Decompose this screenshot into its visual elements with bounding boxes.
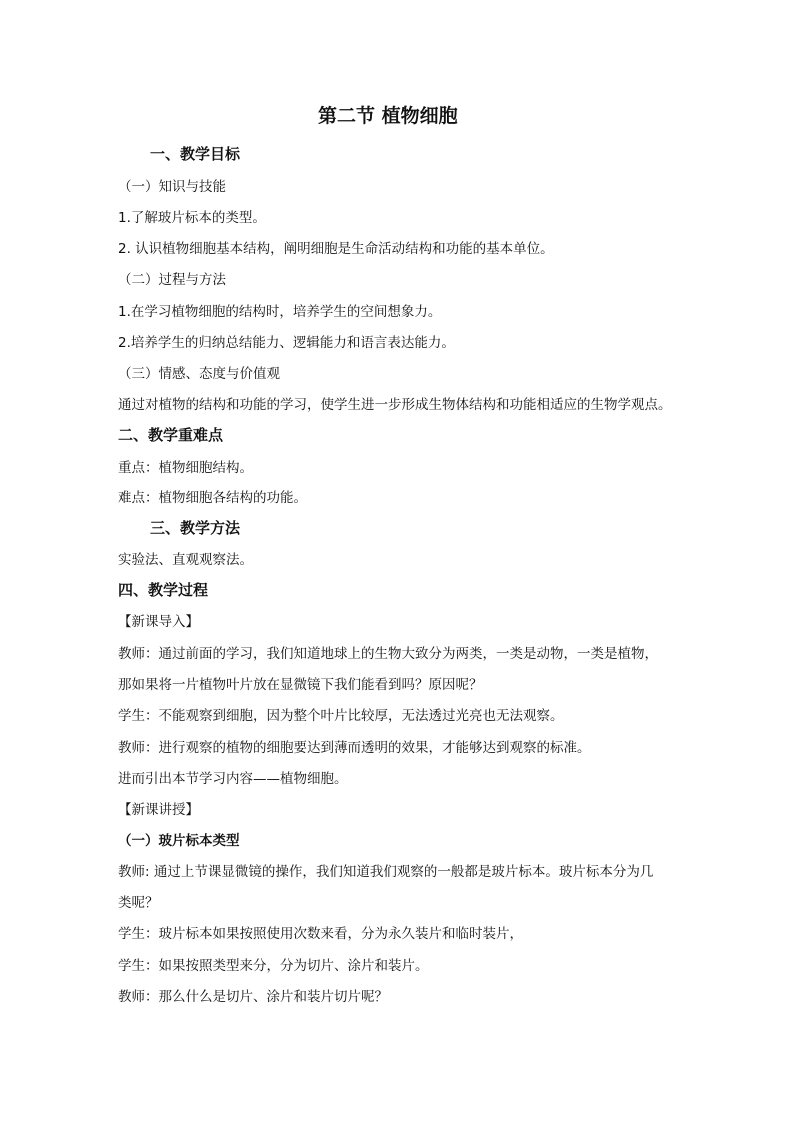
paragraph: 实验法、直观观察法。	[118, 552, 253, 568]
subheading-knowledge-skills: （一）知识与技能	[118, 179, 226, 195]
paragraph: 教师：那么什么是切片、涂片和装片切片呢？	[118, 989, 388, 1005]
paragraph: 教师: 通过上节课显微镜的操作，我们知道我们观察的一般都是玻片标本。玻片标本分为几	[118, 864, 654, 880]
paragraph: 1.在学习植物细胞的结构时，培养学生的空间想象力。	[118, 304, 442, 320]
paragraph: 1.了解玻片标本的类型。	[118, 210, 266, 226]
page-title: 第二节 植物细胞	[318, 105, 458, 127]
paragraph: 类呢？	[118, 895, 159, 911]
paragraph: 进而引出本节学习内容——植物细胞。	[118, 771, 348, 787]
paragraph: 重点：植物细胞结构。	[118, 460, 253, 476]
paragraph: 学生：如果按照类型来分，分为切片、涂片和装片。	[118, 958, 429, 974]
heading-teaching-goals: 一、教学目标	[150, 145, 241, 163]
section-label: 【新课讲授】	[118, 802, 199, 818]
paragraph: 那如果将一片植物叶片放在显微镜下我们能看到吗？原因呢？	[118, 677, 483, 693]
subheading-process-methods: （二）过程与方法	[118, 272, 226, 288]
subheading-emotion-values: （三）情感、态度与价值观	[118, 366, 280, 382]
paragraph: 教师：进行观察的植物的细胞要达到薄而透明的效果，才能够达到观察的标准。	[118, 740, 591, 756]
paragraph: 难点：植物细胞各结构的功能。	[118, 490, 307, 506]
paragraph: 学生：不能观察到细胞，因为整个叶片比较厚，无法透过光亮也无法观察。	[118, 708, 564, 724]
paragraph: 教师：通过前面的学习，我们知道地球上的生物大致分为两类，一类是动物，一类是植物，	[118, 646, 658, 662]
section-label: 【新课导入】	[118, 614, 199, 630]
heading-teaching-process: 四、教学过程	[118, 581, 209, 599]
paragraph: 通过对植物的结构和功能的学习，使学生进一步形成生物体结构和功能相适应的生物学观点。	[118, 397, 672, 413]
heading-teaching-methods: 三、教学方法	[150, 519, 241, 537]
paragraph: 2. 认识植物细胞基本结构，阐明细胞是生命活动结构和功能的基本单位。	[118, 241, 554, 257]
heading-key-points: 二、教学重难点	[118, 426, 224, 444]
subheading-slide-types: （一）玻片标本类型	[118, 833, 240, 849]
paragraph: 学生：玻片标本如果按照使用次数来看，分为永久装片和临时装片，	[118, 926, 523, 942]
paragraph: 2.培养学生的归纳总结能力、逻辑能力和语言表达能力。	[118, 335, 455, 351]
